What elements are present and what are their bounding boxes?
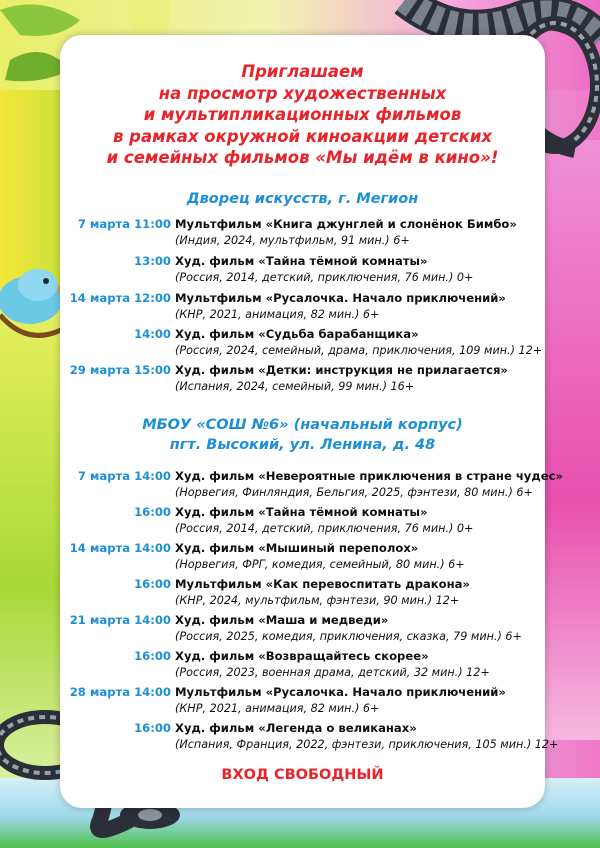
film-title: Худ. фильм «Маша и медведи» <box>175 613 389 627</box>
schedule-row <box>70 684 540 720</box>
schedule-row <box>70 540 540 576</box>
schedule-row <box>70 576 540 612</box>
film-title: Худ. фильм «Возвращайтесь скорее» <box>175 649 429 663</box>
film-details: (Индия, 2024, мультфильм, 91 мин.) 6+ <box>175 234 410 247</box>
schedule-row <box>70 326 543 362</box>
schedule-row <box>70 362 540 398</box>
film-title: Худ. фильм «Мышиный переполох» <box>175 541 419 555</box>
schedule-row <box>70 468 563 504</box>
screening-date: 16:00 <box>134 721 171 735</box>
header-line: в рамках окружной киноакции детских <box>112 126 493 146</box>
schedule-row <box>70 253 540 289</box>
screening-date: 21 марта 14:00 <box>69 613 171 627</box>
free-admission-label: ВХОД СВОБОДНЫЙ <box>221 767 384 783</box>
venue-2-address: пгт. Высокий, ул. Ленина, д. 48 <box>169 437 436 453</box>
header-line: и семейных фильмов «Мы идём в кино»! <box>106 148 499 167</box>
film-title: Мультфильм «Как перевоспитать дракона» <box>175 577 470 591</box>
schedule-row <box>70 648 540 684</box>
screening-date: 7 марта 14:00 <box>77 469 171 483</box>
film-details: (Норвегия, Финляндия, Бельгия, 2025, фэнтези, 80 мин.) 6+ <box>175 486 533 499</box>
film-title: Худ. фильм «Невероятные приключения в стране чудес» <box>175 469 563 483</box>
background-right <box>540 140 600 740</box>
screening-date: 28 марта 14:00 <box>69 685 171 699</box>
film-title: Мультфильм «Русалочка. Начало приключений» <box>175 291 506 305</box>
schedule-row <box>70 504 540 540</box>
film-title: Худ. фильм «Тайна тёмной комнаты» <box>175 254 428 268</box>
screening-date: 7 марта 11:00 <box>77 217 171 231</box>
film-details: (КНР, 2024, мультфильм, фэнтези, 90 мин.) 12+ <box>175 594 460 607</box>
header-line: Приглашаем <box>241 62 364 81</box>
film-details: (Россия, 2014, детский, приключения, 76 мин.) 0+ <box>175 522 474 535</box>
film-details: (Испания, 2024, семейный, 99 мин.) 16+ <box>175 380 415 393</box>
screening-date: 16:00 <box>134 649 171 663</box>
film-title: Худ. фильм «Судьба барабанщика» <box>175 327 419 341</box>
screening-date: 14 марта 14:00 <box>69 541 171 555</box>
film-details: (Норвегия, ФРГ, комедия, семейный, 80 мин.) 6+ <box>175 558 465 571</box>
venue-1-title: Дворец искусств, г. Мегион <box>186 191 419 207</box>
screening-date: 13:00 <box>134 254 171 268</box>
film-details: (КНР, 2021, анимация, 82 мин.) 6+ <box>175 702 380 715</box>
screening-date: 16:00 <box>134 577 171 591</box>
schedule-row <box>70 612 540 648</box>
header-line: на просмотр художественных <box>158 83 447 103</box>
header-line: и мультипликационных фильмов <box>143 105 462 124</box>
film-details: (Россия, 2014, детский, приключения, 76 мин.) 0+ <box>175 271 474 284</box>
film-details: (Испания, Франция, 2022, фэнтези, приключения, 105 мин.) 12+ <box>175 738 559 751</box>
film-details: (Россия, 2025, комедия, приключения, сказка, 79 мин.) 6+ <box>175 630 522 643</box>
film-details: (Россия, 2024, семейный, драма, приключения, 109 мин.) 12+ <box>175 344 543 357</box>
film-title: Мультфильм «Книга джунглей и слонёнок Бимбо» <box>175 217 517 231</box>
venue-2-title <box>70 415 535 455</box>
screening-date: 14:00 <box>134 327 171 341</box>
screening-date: 29 марта 15:00 <box>69 363 171 377</box>
film-title: Худ. фильм «Легенда о великанах» <box>175 721 417 735</box>
film-title: Худ. фильм «Тайна тёмной комнаты» <box>175 505 428 519</box>
film-details: (КНР, 2021, анимация, 82 мин.) 6+ <box>175 308 380 321</box>
invitation-header <box>70 61 535 169</box>
schedule-row <box>70 290 540 326</box>
schedule-row <box>70 216 540 252</box>
screening-date: 14 марта 12:00 <box>69 291 171 305</box>
venue-2-name: МБОУ «СОШ №6» (начальный корпус) <box>142 417 463 433</box>
film-details: (Россия, 2023, военная драма, детский, 32 мин.) 12+ <box>175 666 490 679</box>
schedule-row <box>70 720 559 756</box>
screening-date: 16:00 <box>134 505 171 519</box>
film-title: Мультфильм «Русалочка. Начало приключений» <box>175 685 506 699</box>
film-title: Худ. фильм «Детки: инструкция не прилагается» <box>175 363 508 377</box>
